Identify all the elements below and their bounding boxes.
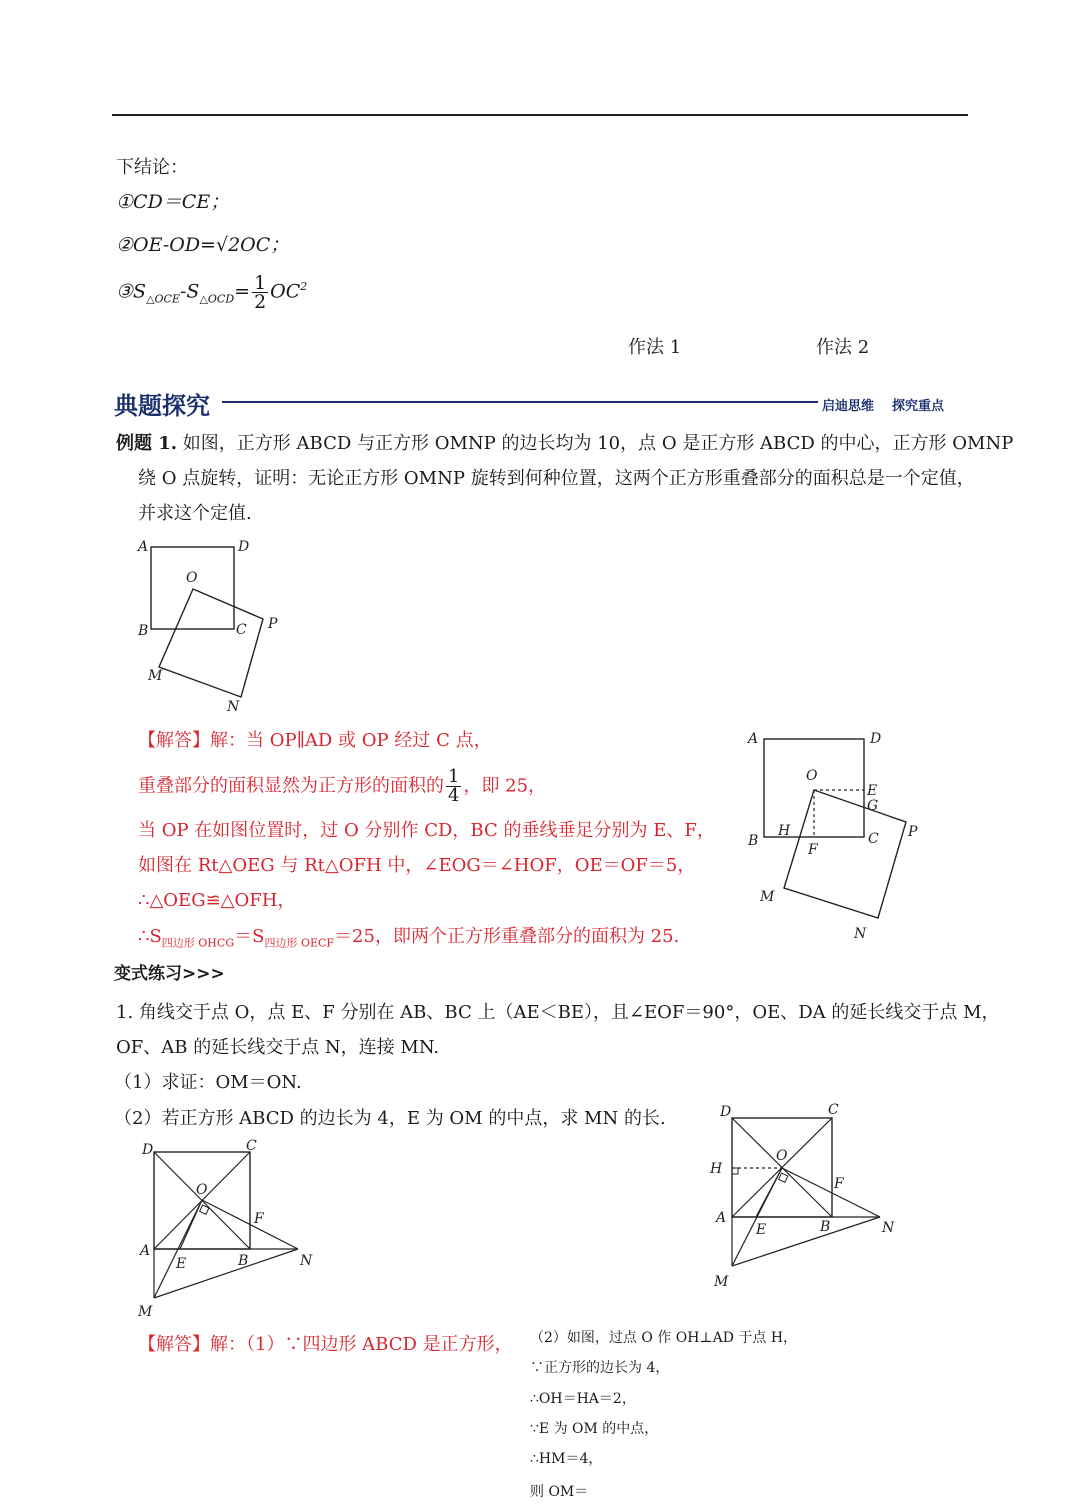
svg-text:B: B bbox=[820, 1219, 831, 1235]
header-rule bbox=[112, 114, 968, 116]
svg-text:D: D bbox=[142, 1142, 154, 1158]
svg-text:C: C bbox=[236, 622, 247, 638]
figure-2-squares bbox=[740, 722, 930, 947]
variant-part1: （1）求证：OM＝ON. bbox=[114, 1072, 302, 1093]
c3-sup: 2 bbox=[300, 280, 308, 294]
svg-text:M: M bbox=[714, 1274, 729, 1290]
svg-text:E: E bbox=[756, 1222, 767, 1238]
conclusion-1: ①CD＝CE； bbox=[116, 191, 230, 213]
s2-den: 4 bbox=[448, 785, 460, 806]
svg-text:E: E bbox=[176, 1256, 187, 1272]
s2-num: 1 bbox=[448, 766, 460, 787]
svg-text:P: P bbox=[268, 616, 278, 632]
svg-text:C: C bbox=[828, 1102, 839, 1118]
s6-b: ＝S bbox=[234, 926, 265, 947]
solution1-line6 bbox=[138, 925, 679, 956]
solution2-right-3: ∴OH＝HA＝2， bbox=[530, 1391, 636, 1407]
c3-sub1: △OCE bbox=[146, 292, 180, 306]
c3-fraction bbox=[252, 274, 268, 311]
svg-text:C: C bbox=[246, 1138, 257, 1154]
solution1-line2 bbox=[138, 768, 546, 805]
svg-text:C: C bbox=[868, 831, 879, 847]
example1-line1 bbox=[116, 432, 1013, 456]
svg-text:B: B bbox=[748, 833, 759, 849]
solution2-left: 【解答】解：（1）∵四边形 ABCD 是正方形， bbox=[138, 1334, 513, 1355]
figure-1-squares bbox=[130, 530, 290, 720]
variant-question-line1: 1. 角线交于点 O，点 E、F 分别在 AB、BC 上（AE＜BE），且∠EOF＝90°，OE、DA 的延长线交于点 M， bbox=[116, 1002, 1000, 1023]
svg-text:F: F bbox=[834, 1176, 844, 1192]
example1-text1: 如图，正方形 ABCD 与正方形 OMNP 的边长均为 10，点 O 是正方形 ABCD 的中心，正方形 OMNP bbox=[182, 433, 1014, 454]
svg-text:N: N bbox=[854, 926, 867, 942]
svg-text:D: D bbox=[720, 1104, 732, 1120]
s6-sub2: 四边形 OECF bbox=[264, 936, 335, 950]
conclusion-2: ②OE-OD=√2OC； bbox=[116, 234, 290, 256]
svg-text:F: F bbox=[808, 842, 818, 858]
variant-title: 变式练习>>> bbox=[114, 964, 225, 984]
example1-line2: 绕 O 点旋转，证明：无论正方形 OMNP 旋转到何种位置，这两个正方形重叠部分的面积总是一个定值， bbox=[138, 468, 975, 489]
svg-text:M: M bbox=[760, 889, 775, 905]
example1-label: 例题 1. bbox=[116, 433, 178, 454]
svg-text:H: H bbox=[778, 823, 791, 839]
svg-text:B: B bbox=[238, 1253, 249, 1269]
s6-a: ∴S bbox=[138, 926, 162, 947]
solution1-line1: 【解答】解：当 OP∥AD 或 OP 经过 C 点， bbox=[138, 730, 492, 751]
c3-den: 2 bbox=[254, 291, 267, 313]
svg-text:O: O bbox=[776, 1148, 788, 1164]
conclusion-3 bbox=[116, 274, 307, 311]
method-1-label: 作法 1 bbox=[628, 337, 682, 358]
variant-part2: （2）若正方形 ABCD 的边长为 4，E 为 OM 的中点，求 MN 的长. bbox=[114, 1108, 666, 1129]
section-tag-1: 启迪思维 bbox=[822, 399, 875, 414]
c3-mid: -S bbox=[180, 280, 200, 303]
svg-text:E: E bbox=[867, 783, 878, 799]
s6-c: ＝25，即两个正方形重叠部分的面积为 25. bbox=[334, 926, 680, 947]
solution1-line4: 如图在 Rt△OEG 与 Rt△OFH 中，∠EOG＝∠HOF，OE＝OF＝5， bbox=[138, 855, 696, 876]
svg-text:N: N bbox=[227, 699, 240, 715]
svg-text:A: A bbox=[140, 1243, 151, 1259]
solution2-right-4: ∵E 为 OM 的中点， bbox=[530, 1421, 659, 1437]
svg-text:O: O bbox=[186, 570, 198, 586]
section-rule bbox=[222, 401, 818, 403]
solution2-right-1: （2）如图，过点 O 作 OH⊥AD 于点 H， bbox=[530, 1330, 798, 1346]
svg-text:M: M bbox=[148, 668, 163, 684]
s6-sub1: 四边形 OHCG bbox=[161, 936, 235, 950]
s2-fraction bbox=[446, 768, 461, 805]
s2-a: 重叠部分的面积显然为正方形的面积的 bbox=[138, 775, 444, 797]
method-2-label: 作法 2 bbox=[816, 337, 870, 358]
c3-eq: = bbox=[234, 280, 251, 303]
svg-text:N: N bbox=[300, 1253, 313, 1269]
solution2-right-2: ∵正方形的边长为 4， bbox=[530, 1360, 670, 1376]
section-title: 典题探究 bbox=[114, 392, 210, 420]
svg-text:D: D bbox=[238, 539, 250, 555]
figure-4-square bbox=[700, 1096, 910, 1296]
solution1-line3: 当 OP 在如图位置时，过 O 分别作 CD，BC 的垂线垂足分别为 E、F， bbox=[138, 820, 715, 841]
svg-text:O: O bbox=[806, 768, 818, 784]
solution2-right-6: 则 OM＝ bbox=[530, 1484, 589, 1500]
svg-text:A: A bbox=[748, 731, 759, 747]
c3-tail: OC bbox=[270, 280, 301, 303]
s2-b: ，即 25， bbox=[463, 775, 547, 797]
solution2-right-5: ∴HM＝4， bbox=[530, 1451, 603, 1467]
c3-num: 1 bbox=[254, 272, 267, 294]
c3-prefix: ③S bbox=[116, 280, 147, 303]
svg-text:N: N bbox=[882, 1220, 895, 1236]
svg-text:F: F bbox=[254, 1211, 264, 1227]
svg-text:B: B bbox=[138, 623, 149, 639]
figure-3-square bbox=[130, 1130, 330, 1325]
svg-text:A: A bbox=[716, 1210, 727, 1226]
variant-question-line2: OF、AB 的延长线交于点 N，连接 MN. bbox=[116, 1037, 440, 1058]
svg-text:A: A bbox=[138, 539, 149, 555]
svg-text:D: D bbox=[870, 731, 882, 747]
svg-text:G: G bbox=[867, 798, 879, 814]
svg-text:M: M bbox=[138, 1304, 153, 1320]
conclusions-intro: 下结论： bbox=[116, 157, 188, 178]
c3-sub2: △OCD bbox=[199, 292, 235, 306]
svg-text:H: H bbox=[710, 1161, 723, 1177]
svg-text:O: O bbox=[196, 1182, 208, 1198]
svg-text:P: P bbox=[908, 824, 918, 840]
solution1-line5: ∴△OEG≌△OFH， bbox=[138, 890, 296, 911]
section-tag-2: 探究重点 bbox=[892, 399, 945, 414]
example1-line3: 并求这个定值. bbox=[138, 503, 252, 524]
